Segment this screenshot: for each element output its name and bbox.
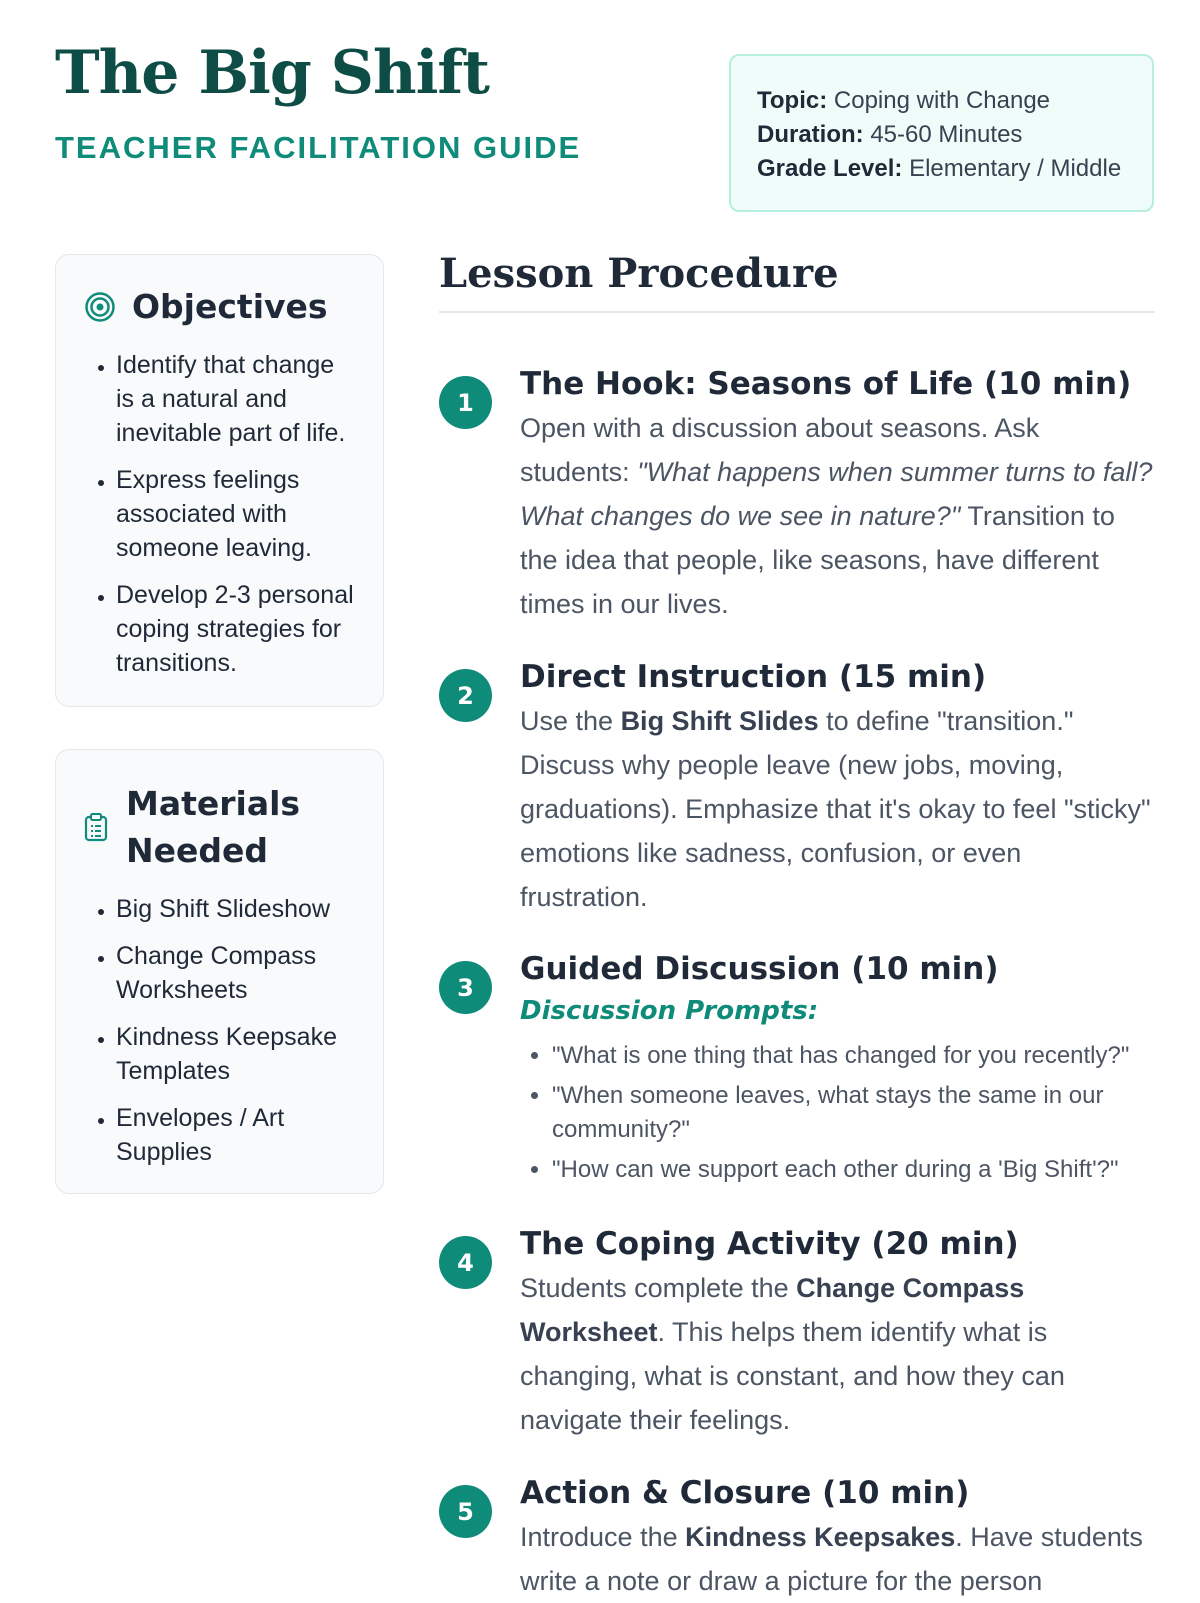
step-title: The Coping Activity (20 min) (520, 1226, 1019, 1262)
objective-item: • Identify that change is a natural and inevitable part of life. (116, 348, 355, 450)
topic-value: Coping with Change (827, 87, 1051, 114)
step-emphasis: Change Compass Worksheet (520, 1273, 1025, 1347)
discussion-prompt: • "What is one thing that has changed for you recently?" (552, 1039, 1155, 1073)
grade-value: Elementary / Middle (902, 155, 1122, 182)
step-text: Students complete the Change Compass Worksheet. This helps them identify what is changing, what is constant, and how they can navigate their feelings. (520, 1273, 1065, 1435)
objectives-header (84, 283, 355, 330)
step-title: Guided Discussion (10 min) (520, 951, 999, 987)
lesson-info-box (729, 54, 1154, 212)
step-number: 1 (439, 376, 492, 429)
step-text: Open with a discussion about seasons. Ask students: "What happens when summer turns to fall? What changes do we see in nature?" Transition to the idea that people, like seasons, have different times in our lives. (520, 413, 1153, 619)
duration-label: Duration: (757, 121, 864, 148)
clipboard-icon (84, 812, 108, 842)
material-item: • Big Shift Slideshow (116, 892, 355, 926)
objective-item: • Express feelings associated with someone leaving. (116, 463, 355, 565)
step-title: Action & Closure (10 min) (520, 1475, 970, 1511)
target-icon (84, 291, 116, 323)
step-title: Direct Instruction (15 min) (520, 659, 987, 695)
duration-row (757, 118, 1126, 152)
step-number: 4 (439, 1236, 492, 1289)
materials-header (84, 780, 355, 874)
step-text: Use the Big Shift Slides to define "transition." Discuss why people leave (new jobs, moving, graduations). Emphasize that it's okay to feel "sticky" emotions like sadness, confusion, or even frustration. (520, 706, 1151, 912)
discussion-prompt: • "How can we support each other during a 'Big Shift'?" (552, 1153, 1155, 1187)
procedure-step (439, 1222, 1155, 1442)
procedure-step (439, 947, 1155, 1193)
grade-row (757, 152, 1126, 186)
page-header (55, 40, 581, 166)
step-number: 3 (439, 961, 492, 1014)
procedure-title: Lesson Procedure (439, 250, 1155, 313)
step-emphasis: Kindness Keepsakes (685, 1522, 956, 1552)
page-title: The Big Shift (55, 38, 489, 108)
procedure-step (439, 655, 1155, 919)
objective-item: • Develop 2-3 personal coping strategies for transitions. (116, 578, 355, 680)
discussion-prompts-list (520, 1039, 1155, 1187)
objectives-card (55, 254, 384, 707)
materials-card (55, 749, 384, 1194)
step-number: 2 (439, 669, 492, 722)
topic-label: Topic: (757, 87, 828, 114)
objectives-title: Objectives (132, 287, 328, 326)
discussion-prompts-label: Discussion Prompts: (520, 996, 819, 1026)
step-emphasis: Big Shift Slides (620, 706, 819, 736)
duration-value: 45-60 Minutes (863, 121, 1023, 148)
topic-row (757, 84, 1126, 118)
procedure-step (439, 362, 1155, 626)
material-item: • Envelopes / Art Supplies (116, 1101, 355, 1169)
material-item: • Change Compass Worksheets (116, 939, 355, 1007)
lesson-procedure (439, 250, 1155, 1596)
grade-label: Grade Level: (757, 155, 903, 182)
procedure-step (439, 1471, 1155, 1603)
step-title: The Hook: Seasons of Life (10 min) (520, 366, 1132, 402)
step-number: 5 (439, 1485, 492, 1538)
page-subtitle: TEACHER FACILITATION GUIDE (55, 130, 582, 165)
materials-list (84, 892, 355, 1169)
material-item: • Kindness Keepsake Templates (116, 1020, 355, 1088)
discussion-prompt: • "When someone leaves, what stays the same in our community?" (552, 1079, 1155, 1147)
step-quote: "What happens when summer turns to fall? What changes do we see in nature?" (520, 457, 1153, 531)
materials-title: Materials Needed (126, 784, 301, 870)
objectives-list (84, 348, 355, 680)
step-text: Introduce the Kindness Keepsakes. Have students write a note or draw a picture for the person (520, 1522, 1143, 1596)
